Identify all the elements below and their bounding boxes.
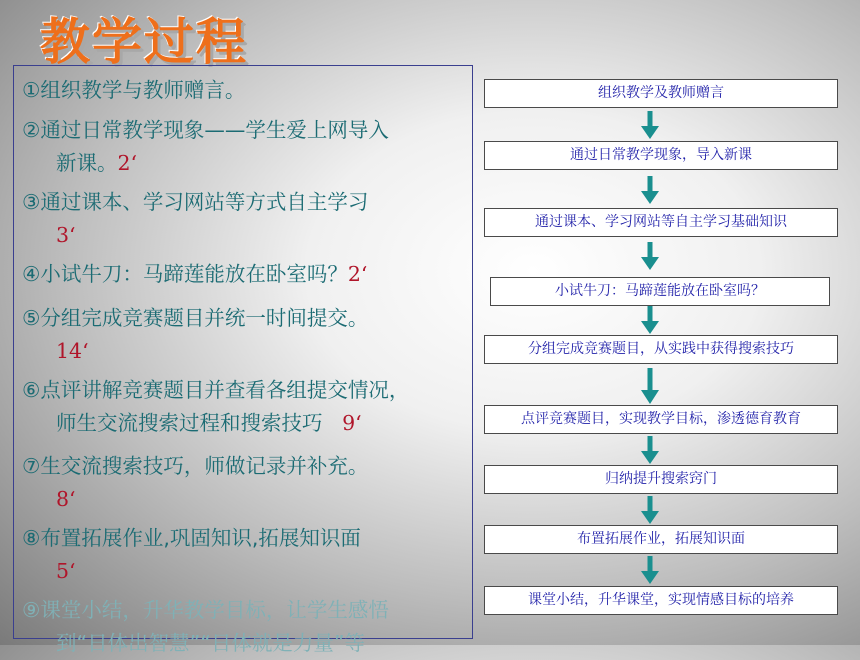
- step-text: ③通过课本、学习网站等方式自主学习: [22, 190, 369, 214]
- step-continuation: 师生交流搜索过程和搜索技巧 9‘: [56, 411, 362, 435]
- flow-box-1: 组织教学及教师赠言: [484, 79, 838, 108]
- step-text: ④小试牛刀：马蹄莲能放在卧室吗？: [22, 262, 348, 286]
- step-6: [22, 374, 468, 440]
- step-time: 14‘: [56, 339, 89, 363]
- down-arrow-icon: [640, 436, 660, 464]
- step-continuation: [22, 335, 468, 368]
- step-4: [22, 258, 468, 291]
- step-2: [22, 114, 468, 180]
- step-text: ①组织教学与教师赠言。: [22, 78, 246, 102]
- down-arrow-icon: [640, 306, 660, 334]
- step-text: ⑥点评讲解竞赛题目并查看各组提交情况，: [22, 378, 410, 402]
- step-8: [22, 522, 468, 588]
- flow-box-8: 布置拓展作业，拓展知识面: [484, 525, 838, 554]
- step-text: ②通过日常教学现象——学生爱上网导入: [22, 118, 389, 142]
- slide-title: 教学过程: [40, 12, 248, 71]
- down-arrow-icon: [640, 368, 660, 404]
- steps-panel: [13, 65, 473, 655]
- down-arrow-icon: [640, 176, 660, 204]
- step-time: 9‘: [342, 411, 362, 435]
- step-continuation: 新课。2‘: [56, 151, 138, 175]
- flow-box-5: 分组完成竞赛题目，从实践中获得搜索技巧: [484, 335, 838, 364]
- step-text: ⑤分组完成竞赛题目并统一时间提交。: [22, 306, 369, 330]
- step-continuation: [22, 483, 468, 516]
- step-time: 3‘: [56, 223, 76, 247]
- flow-box-6: 点评竞赛题目，实现教学目标，渗透德育教育: [484, 405, 838, 434]
- down-arrow-icon: [640, 111, 660, 139]
- step-7: [22, 450, 468, 516]
- flow-box-3: 通过课本、学习网站等自主学习基础知识: [484, 208, 838, 237]
- step-continuation: [22, 555, 468, 588]
- down-arrow-icon: [640, 496, 660, 524]
- flow-box-9: 课堂小结，升华课堂，实现情感目标的培养: [484, 586, 838, 615]
- step-time: 2‘: [117, 151, 138, 175]
- step-text: ⑨课堂小结，升华教学目标，让学生感悟: [22, 598, 389, 622]
- flow-box-7: 归纳提升搜索窍门: [484, 465, 838, 494]
- flow-box-2: 通过日常教学现象，导入新课: [484, 141, 838, 170]
- step-time: 5‘: [56, 559, 76, 583]
- down-arrow-icon: [640, 242, 660, 270]
- step-time: 8‘: [56, 487, 76, 511]
- step-9: [22, 594, 468, 660]
- step-text: ⑧布置拓展作业,巩固知识,拓展知识面: [22, 526, 361, 550]
- step-text: ⑦生交流搜索技巧，师做记录并补充。: [22, 454, 369, 478]
- flow-box-4: 小试牛刀：马蹄莲能放在卧室吗？: [490, 277, 830, 306]
- step-1: [22, 74, 468, 107]
- step-continuation: [22, 219, 468, 252]
- step-5: [22, 302, 468, 368]
- down-arrow-icon: [640, 556, 660, 584]
- step-time: 2‘: [347, 262, 368, 286]
- step-3: [22, 186, 468, 252]
- step-continuation: 到“日体出智慧”“日体就是力量”等: [56, 631, 365, 655]
